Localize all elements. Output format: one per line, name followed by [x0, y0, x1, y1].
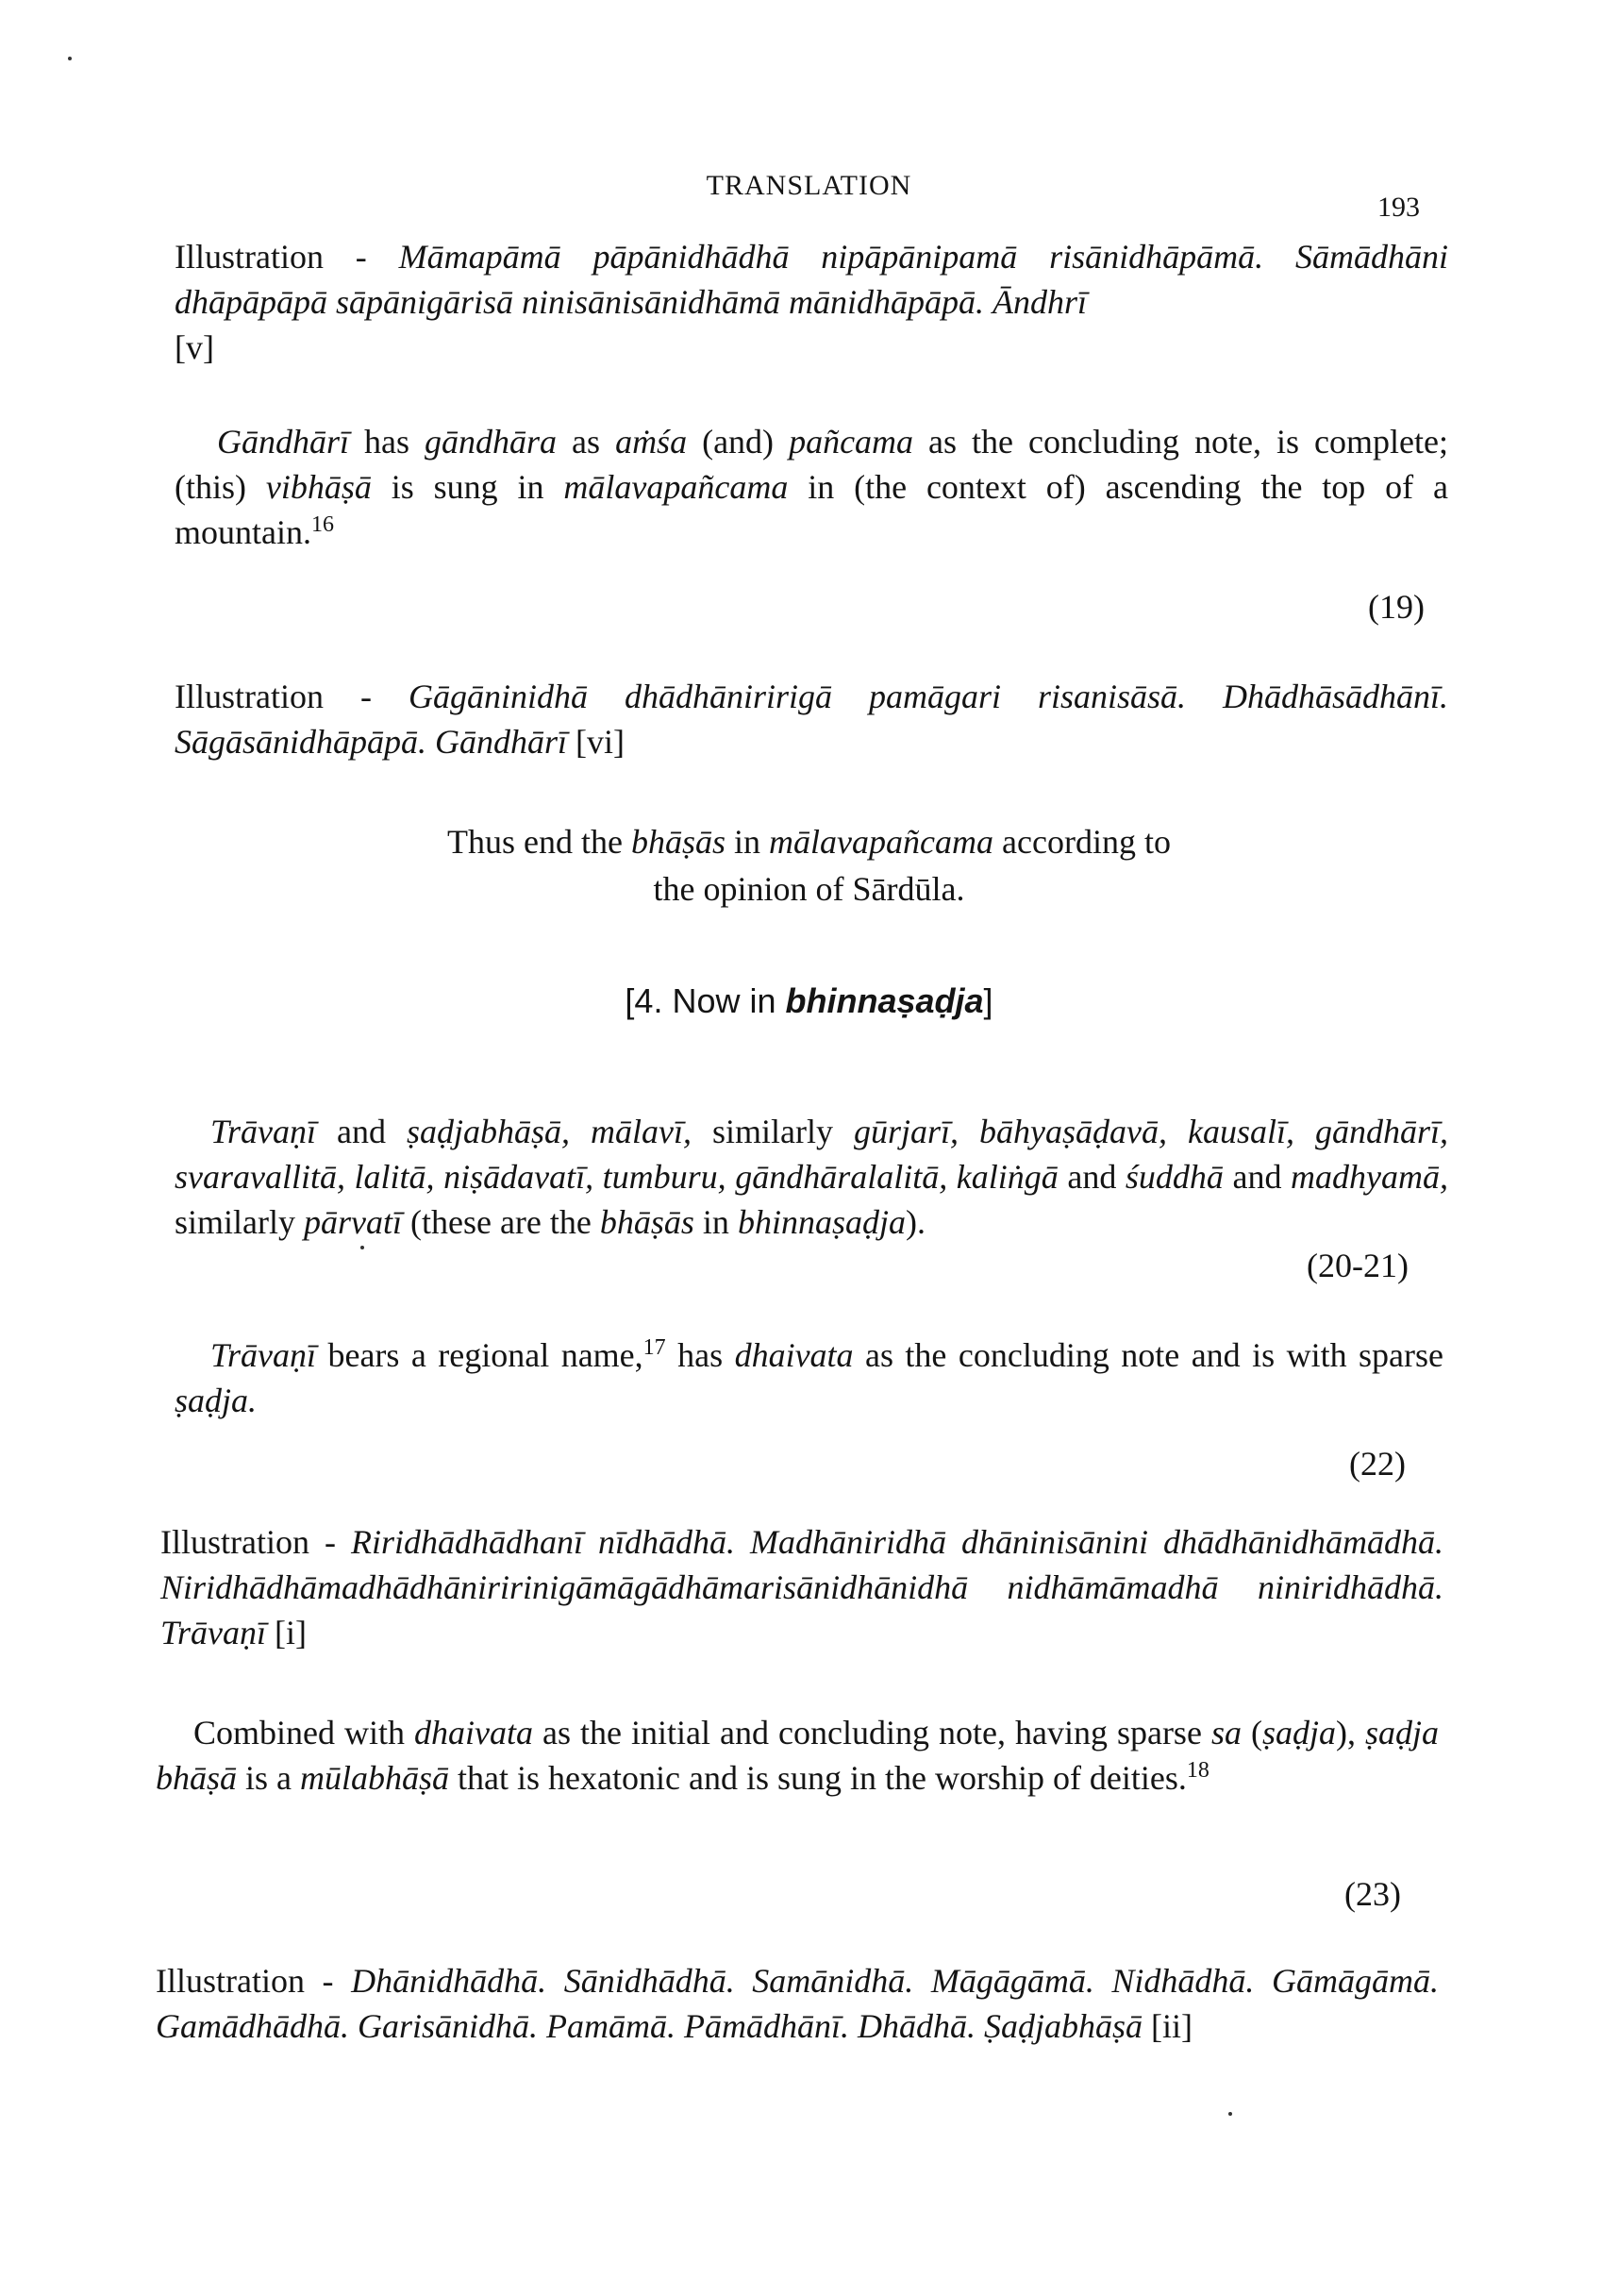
term: sa: [1210, 1714, 1242, 1751]
term: gāndhāra: [425, 423, 558, 461]
illustration-ref: [ii]: [1143, 2007, 1193, 2045]
term: śuddhā: [1125, 1158, 1224, 1196]
text: as the concluding note, is complete; (this): [175, 423, 1448, 506]
text: as the concluding note and is with sparse: [853, 1336, 1443, 1374]
running-header: TRANSLATION: [706, 170, 912, 201]
text: similarly: [692, 1113, 854, 1150]
heading-text: [4. Now in: [625, 981, 786, 1020]
illustration-ref: [i]: [266, 1614, 308, 1651]
term: Trāvaṇī: [210, 1113, 317, 1150]
text: (these are the: [402, 1203, 600, 1241]
illustration-label: Illustration -: [175, 238, 399, 276]
illustration-text: Māmapāmā pāpānidhādhā nipāpānipamā risānidhāpāmā. Sāmādhāni dhāpāpāpā sāpānigārisā ninisānisānidhāmā mānidhāpāpā. Āndhrī: [175, 238, 1448, 321]
heading-text: ]: [983, 981, 993, 1020]
term: mālavapañcama: [769, 823, 994, 861]
scan-speck: [68, 57, 72, 60]
term: aṁśa: [615, 423, 688, 461]
illustration-i: [160, 1519, 1443, 1655]
illustration-ref: [vi]: [567, 723, 626, 761]
text: has: [349, 423, 425, 461]
text: bears a regional name,: [316, 1336, 643, 1374]
illustration-label: Illustration -: [160, 1523, 351, 1561]
term: pārvatī: [304, 1203, 402, 1241]
text: and: [316, 1113, 408, 1150]
illustration-v: [175, 234, 1448, 370]
page-number: 193: [1377, 192, 1420, 223]
text: and: [1223, 1158, 1292, 1196]
section-heading: [0, 981, 1618, 1021]
bhasa-list-paragraph: [175, 1109, 1448, 1245]
text: Combined with: [193, 1714, 415, 1751]
text: is sung in: [371, 468, 564, 506]
travani-paragraph: [175, 1332, 1443, 1423]
term: bhāṣās: [631, 823, 726, 861]
heading-term: bhinnaṣaḍja: [785, 981, 984, 1020]
term: vibhāṣā: [265, 468, 372, 506]
footnote-ref-18: 18: [1186, 1758, 1209, 1783]
text: (and): [687, 423, 790, 461]
text: in (the context of) ascending the top of a mountain.: [175, 468, 1448, 551]
text: has: [665, 1336, 735, 1374]
illustration-label: Illustration -: [156, 1962, 352, 2000]
text: in: [726, 823, 770, 861]
term: ṣaḍja: [1261, 1714, 1336, 1751]
term: madhyamā,: [1291, 1158, 1449, 1196]
text: ),: [1335, 1714, 1365, 1751]
text: is a: [237, 1759, 301, 1797]
term: gūrjarī, bāhyaṣāḍavā, kausalī, gāndhārī, svaravallitā, lalitā, niṣādavatī, tumburu, gāndhāralalitā, kaliṅgā: [175, 1113, 1448, 1196]
term: dhaivata: [734, 1336, 854, 1374]
illustration-text: Riridhādhādhanī nīdhādhā. Madhāniridhā dhāninisānini dhādhānidhāmādhā. Niridhādhāmadhādhāniririnigāmāgādhāmarisānidhānidhā nidhāmāmadhā niniridhādhā. Trāvaṇī: [160, 1523, 1443, 1651]
text: according to: [993, 823, 1171, 861]
illustration-vi: [175, 674, 1448, 764]
section-end-line-2: the opinion of Sārdūla.: [653, 870, 965, 908]
text: ).: [905, 1203, 926, 1241]
illustration-text: Gāgāninidhā dhādhāniririgā pamāgari risanisāsā. Dhādhāsādhānī. Sāgāsānidhāpāpā. Gāndhārī: [175, 678, 1449, 761]
term: Trāvaṇī: [210, 1336, 317, 1374]
term: bhāṣās: [599, 1203, 694, 1241]
illustration-ii: [156, 1958, 1439, 2049]
illustration-ref: [v]: [175, 328, 214, 366]
text: and: [1058, 1158, 1126, 1196]
verse-number-19: (19): [1368, 588, 1425, 626]
term: ṣaḍja.: [175, 1382, 258, 1419]
term: mālavapañcama: [563, 468, 789, 506]
term: bhinnaṣaḍja: [737, 1203, 906, 1241]
footnote-ref-16: 16: [310, 512, 334, 537]
text: Thus end the: [447, 823, 631, 861]
section-end-line-1: [0, 819, 1618, 864]
verse-number-22: (22): [1349, 1445, 1406, 1483]
verse-number-20-21: (20-21): [1307, 1247, 1409, 1284]
footnote-ref-17: 17: [642, 1335, 666, 1360]
text: that is hexatonic and is sung in the worship of deities.: [449, 1759, 1187, 1797]
scan-speck: [360, 1246, 364, 1249]
term: ṣaḍjabhāṣā, mālavī,: [407, 1113, 692, 1150]
gandhari-paragraph: [175, 419, 1448, 555]
verse-number-23: (23): [1344, 1875, 1401, 1913]
text: (: [1241, 1714, 1262, 1751]
sadja-bhasa-paragraph: [156, 1710, 1439, 1801]
text: as: [557, 423, 616, 461]
term: ṣaḍja bhāṣā: [156, 1714, 1439, 1797]
term: Gāndhārī: [217, 423, 350, 461]
text: as the initial and concluding note, having sparse: [533, 1714, 1211, 1751]
term: mūlabhāṣā: [300, 1759, 450, 1797]
text: in: [693, 1203, 738, 1241]
scan-speck: [1228, 2112, 1232, 2116]
term: dhaivata: [414, 1714, 534, 1751]
term: pañcama: [789, 423, 914, 461]
illustration-label: Illustration -: [175, 678, 409, 715]
illustration-text: Dhānidhādhā. Sānidhādhā. Samānidhā. Māgāgāmā. Nidhādhā. Gāmāgāmā. Gamādhādhā. Garisānidhā. Pamāmā. Pāmādhānī. Dhādhā. Ṣaḍjabhāṣā: [156, 1962, 1440, 2045]
text: similarly: [175, 1203, 304, 1241]
